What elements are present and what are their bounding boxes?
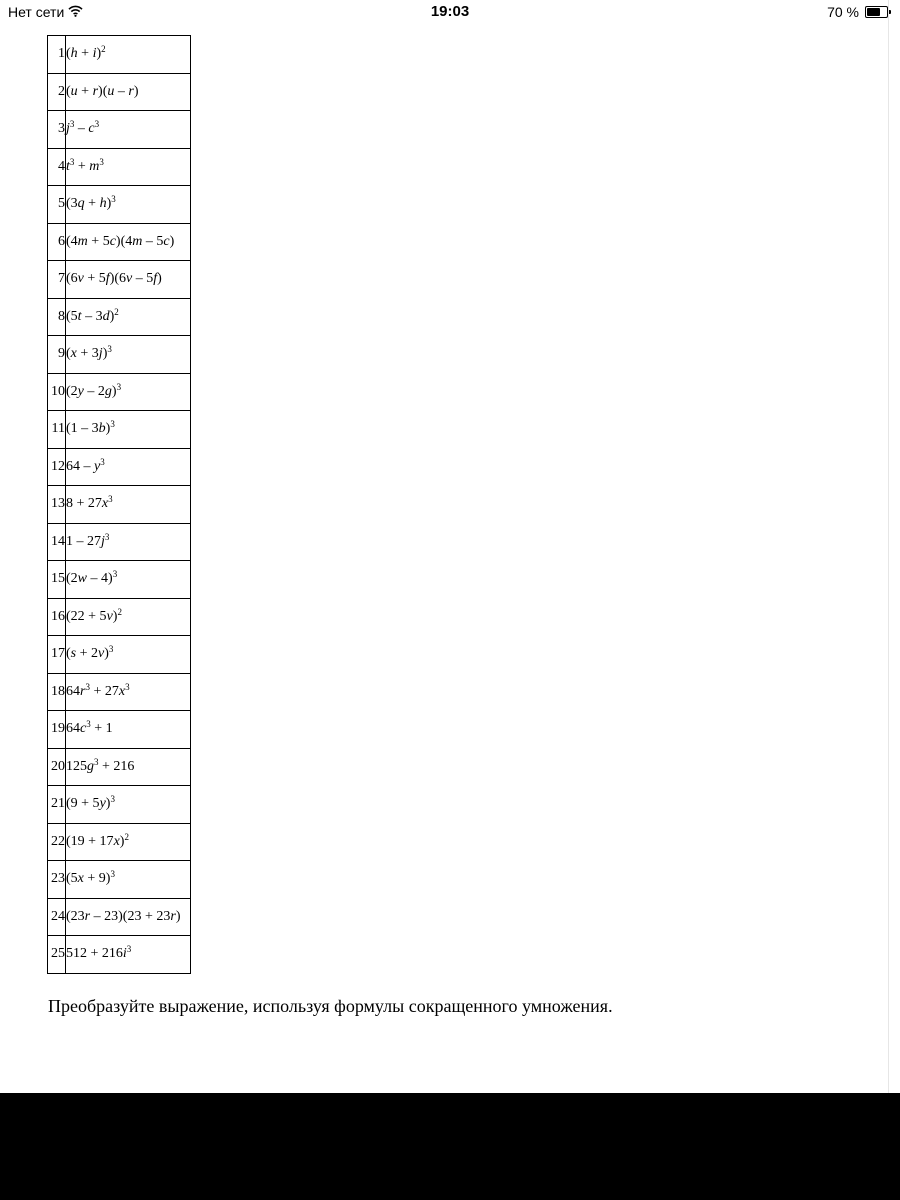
row-expression: (2y – 2g)$^3$ <box>66 373 191 411</box>
scroll-track[interactable] <box>888 0 900 1093</box>
row-expression: (1 – 3b)$^3$ <box>66 411 191 449</box>
row-expression: $(22 + 5v)^2$ <box>66 598 191 636</box>
row-expression: $64 - y^3$ <box>66 448 191 486</box>
row-number: 1 <box>48 36 66 74</box>
table-row <box>48 73 191 111</box>
row-number: 25 <box>48 936 66 974</box>
row-expression: (u + r)(u – r) <box>66 73 191 111</box>
table-row <box>48 561 191 599</box>
row-number: 20 <box>48 748 66 786</box>
table-row <box>48 186 191 224</box>
row-number: 17 <box>48 636 66 674</box>
table-row <box>48 523 191 561</box>
row-number: 18 <box>48 673 66 711</box>
table-row <box>48 823 191 861</box>
row-expression: (2w – 4)$^3$ <box>66 561 191 599</box>
battery-icon <box>865 6 888 18</box>
table-row <box>48 111 191 149</box>
table-row <box>48 598 191 636</box>
row-expression: $t^3 + m^3$ <box>66 148 191 186</box>
row-expression: $125g^3 + 216$ <box>66 748 191 786</box>
row-expression: $512 + 216i^3$ <box>66 936 191 974</box>
row-number: 2 <box>48 73 66 111</box>
table-row <box>48 673 191 711</box>
row-number: 11 <box>48 411 66 449</box>
row-number: 24 <box>48 898 66 936</box>
table-row <box>48 223 191 261</box>
row-expression: (4m + 5c)(4m – 5c) <box>66 223 191 261</box>
row-expression: $(h + i)^2$ <box>66 36 191 74</box>
row-number: 4 <box>48 148 66 186</box>
row-expression: $(s + 2v)^3$ <box>66 636 191 674</box>
row-number: 23 <box>48 861 66 899</box>
table-row <box>48 261 191 299</box>
row-number: 8 <box>48 298 66 336</box>
row-number: 7 <box>48 261 66 299</box>
instruction-text: Преобразуйте выражение, используя формулы сокращенного умножения. <box>48 996 613 1016</box>
row-number: 14 <box>48 523 66 561</box>
table-row <box>48 36 191 74</box>
battery-tip <box>889 10 891 14</box>
row-expression: $j^3 - c^3$ <box>66 111 191 149</box>
row-expression: $64r^3 + 27x^3$ <box>66 673 191 711</box>
battery-fill <box>867 8 880 16</box>
row-expression: (5t – 3d)$^2$ <box>66 298 191 336</box>
row-number: 16 <box>48 598 66 636</box>
table-row <box>48 786 191 824</box>
row-expression: $(5x + 9)^3$ <box>66 861 191 899</box>
table-row <box>48 298 191 336</box>
table-row <box>48 898 191 936</box>
row-number: 9 <box>48 336 66 374</box>
table-row <box>48 336 191 374</box>
table-row <box>48 711 191 749</box>
row-number: 13 <box>48 486 66 524</box>
row-number: 12 <box>48 448 66 486</box>
table-row <box>48 148 191 186</box>
row-expression: $(3q + h)^3$ <box>66 186 191 224</box>
table-row <box>48 636 191 674</box>
row-number: 5 <box>48 186 66 224</box>
clock: 19:03 <box>430 3 470 20</box>
table-row <box>48 411 191 449</box>
row-number: 10 <box>48 373 66 411</box>
row-number: 3 <box>48 111 66 149</box>
table-row <box>48 373 191 411</box>
row-number: 15 <box>48 561 66 599</box>
table-row <box>48 748 191 786</box>
row-expression: $(19 + 17x)^2$ <box>66 823 191 861</box>
table-row <box>48 861 191 899</box>
expressions-table-body <box>48 36 191 974</box>
row-expression: (23r – 23)(23 + 23r) <box>66 898 191 936</box>
expressions-table <box>47 35 191 974</box>
row-number: 21 <box>48 786 66 824</box>
table-row <box>48 486 191 524</box>
row-number: 22 <box>48 823 66 861</box>
row-number: 6 <box>48 223 66 261</box>
row-number: 19 <box>48 711 66 749</box>
battery-status <box>827 4 888 20</box>
status-bar <box>0 0 900 24</box>
row-expression: $(9 + 5y)^3$ <box>66 786 191 824</box>
table-row <box>48 936 191 974</box>
row-expression: (6v + 5f)(6v – 5f) <box>66 261 191 299</box>
row-expression: $1 - 27j^3$ <box>66 523 191 561</box>
row-expression: $(x + 3j)^3$ <box>66 336 191 374</box>
row-expression: $8 + 27x^3$ <box>66 486 191 524</box>
battery-percent: 70 % <box>827 4 859 20</box>
table-row <box>48 448 191 486</box>
row-expression: $64c^3 + 1$ <box>66 711 191 749</box>
network-label: Нет сети <box>8 4 65 20</box>
